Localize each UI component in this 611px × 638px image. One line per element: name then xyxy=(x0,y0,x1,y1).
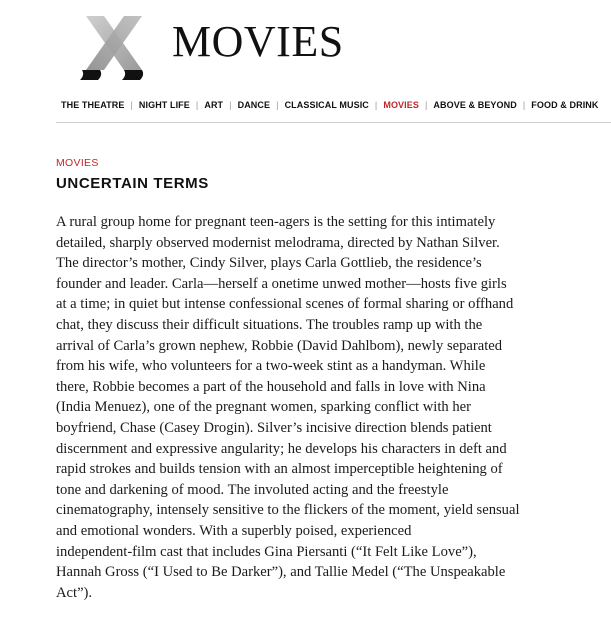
body-line: chat, they discuss their difficult situations. The troubles ramp up with the xyxy=(56,316,483,333)
nav-separator: | xyxy=(374,100,378,110)
body-line: Hannah Gross (“I Used to Be Darker”), and Tallie Medel (“The Unspeakable xyxy=(56,564,506,581)
nav-item-art[interactable]: ART xyxy=(204,100,224,110)
body-line: arrival of Carla’s grown nephew, Robbie (David Dahlbom), newly separated xyxy=(56,337,503,354)
body-line: there, Robbie becomes a part of the household and falls in love with Nina xyxy=(56,378,486,395)
nav-item-movies[interactable]: MOVIES xyxy=(383,100,419,110)
body-line: from his wife, who volunteers for a two-week stint as a handyman. While xyxy=(56,358,486,375)
nav-separator: | xyxy=(276,100,279,110)
body-line: The director’s mother, Cindy Silver, plays Carla Gottlieb, the residence’s xyxy=(56,255,482,272)
body-line: detailed, sharply observed modernist melodrama, directed by Nathan Silver. xyxy=(56,234,500,251)
body-line: tone and darkening of mood. The involuted acting and the freestyle xyxy=(56,481,449,498)
body-line: rapid strokes and builds tension with an almost imperceptible heightening of xyxy=(56,461,503,478)
nav-separator: | xyxy=(229,100,232,110)
nav-item-above-and-beyond[interactable]: ABOVE & BEYOND xyxy=(433,100,517,110)
body-line: cinematography, intensely sensitive to the flickers of the moment, yield sensual xyxy=(56,502,520,519)
nav-item-the-theatre[interactable]: THE THEATRE xyxy=(61,100,125,110)
body-line: A rural group home for pregnant teen-agers is the setting for this intimately xyxy=(56,214,496,230)
nav-item-food-and-drink[interactable]: FOOD & DRINK xyxy=(531,100,599,110)
article-kicker[interactable]: MOVIES xyxy=(56,157,99,169)
body-line: at a time; in quiet but intense confessional scenes of formal sharing or offhand xyxy=(56,296,514,313)
nav-item-dance[interactable]: DANCE xyxy=(237,100,271,110)
nav-separator: | xyxy=(195,100,199,110)
nav-separator: | xyxy=(130,100,133,110)
body-line: boyfriend, Chase (Casey Drogin). Silver’s incisive direction blends patient xyxy=(56,419,492,436)
nav-separator: | xyxy=(424,100,428,110)
article-body xyxy=(56,212,556,603)
nav-item-classical-music[interactable]: CLASSICAL MUSIC xyxy=(284,100,369,110)
nav-item-night-life[interactable]: NIGHT LIFE xyxy=(138,100,190,110)
nav-divider xyxy=(56,122,611,123)
body-line: Act”). xyxy=(56,584,93,601)
body-line: founder and leader. Carla—herself a onetime unwed mother—hosts five girls xyxy=(56,275,507,292)
article-title: UNCERTAIN TERMS xyxy=(56,175,209,192)
body-line: independent-film cast that includes Gina Piersanti (“It Felt Like Love”), xyxy=(56,543,477,560)
body-line: discernment and expressive angularity; he develops his characters in deft and xyxy=(56,440,507,457)
x-logo-icon[interactable] xyxy=(80,14,148,82)
body-line: (India Menuez), one of the pregnant women, sparking conflict with her xyxy=(56,399,471,416)
body-line: and emotional wonders. With a superbly poised, experienced xyxy=(56,522,412,539)
nav-separator: | xyxy=(522,100,526,110)
section-title: MOVIES xyxy=(172,17,344,66)
section-nav xyxy=(61,100,611,110)
